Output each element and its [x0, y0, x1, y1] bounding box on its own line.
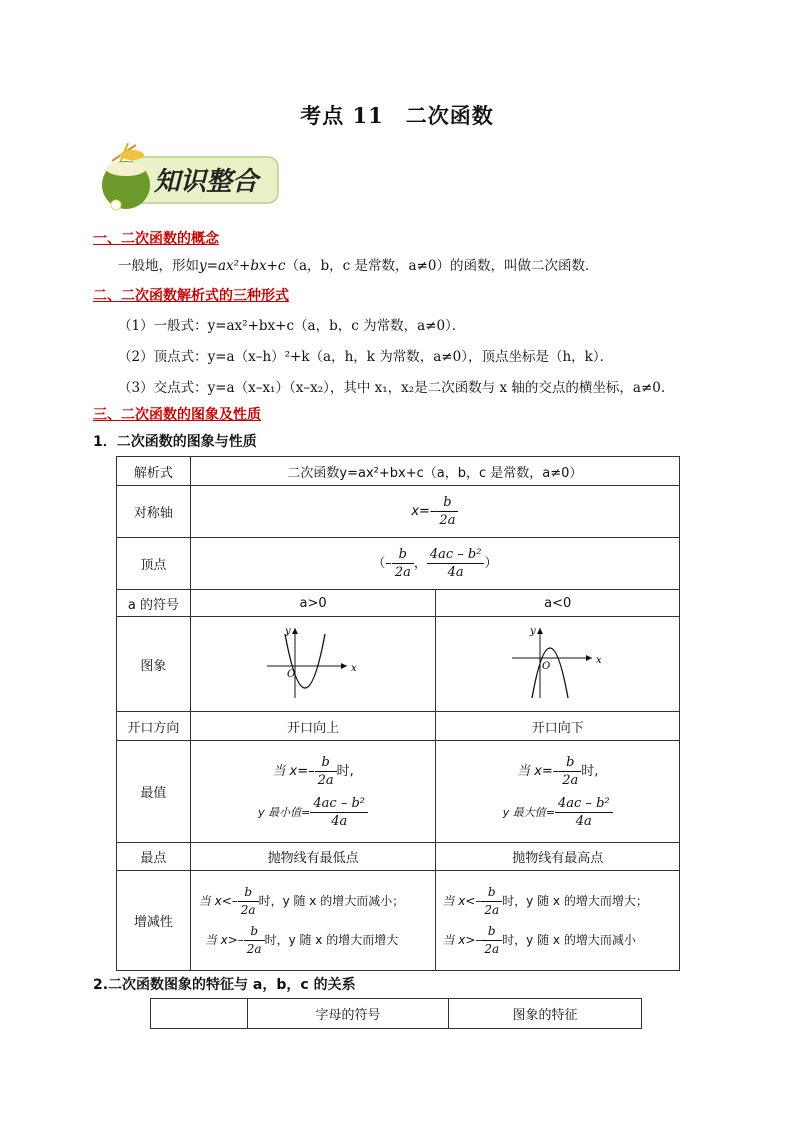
table-row: [117, 871, 680, 971]
point-high: 抛物线有最高点: [436, 843, 680, 871]
svg-text:y: y: [529, 626, 536, 637]
section1-heading: 一、二次函数的概念: [93, 231, 219, 247]
table-row: [117, 457, 680, 486]
knowledge-banner: [92, 143, 282, 215]
title-text: 二次函数: [405, 103, 494, 128]
header-blank: [151, 999, 248, 1029]
form-intercept: （3）交点式：y=a（x–x₁）（x–x₂），其中 x₁，x₂是二次函数与 x 轴的交点的横坐标，a≠0.: [118, 380, 666, 396]
section2-heading: 二、二次函数解析式的三种形式: [93, 288, 289, 304]
svg-text:x: x: [595, 655, 602, 666]
row-label: 最点: [117, 843, 191, 871]
row-label: 解析式: [117, 457, 191, 486]
svg-text:x: x: [351, 663, 357, 674]
monotonic-downward: 当 x<– $\frac{b}{2a}$ 时，y 随 x 的增大而增大； 当 x>– $\frac{b}{2a}$ 时，y 随 x 的增大而减小: [436, 871, 680, 971]
upward-parabola-graph: [263, 622, 363, 702]
subheading-2: 2.二次函数图象的特征与 a，b，c 的关系: [93, 977, 356, 993]
row-label: a 的符号: [117, 590, 191, 617]
graph-downward: [436, 617, 680, 712]
abc-relation-table: [150, 998, 642, 1029]
table-row: [117, 617, 680, 712]
section3-heading: 三、二次函数的图象及性质: [93, 407, 261, 423]
row-label: 图象: [117, 617, 191, 712]
table-row: [117, 590, 680, 617]
header-graph-feature: 图象的特征: [449, 999, 642, 1029]
table-row: [151, 999, 642, 1029]
form-vertex: （2）顶点式：y=a（x–h）²+k（a，h，k 为常数，a≠0），顶点坐标是（h，k）．: [118, 349, 614, 365]
subheading-1: 1．二次函数的图象与性质: [93, 434, 257, 450]
table-row: [117, 486, 680, 538]
page-title: [0, 100, 794, 130]
point-low: 抛物线有最低点: [190, 843, 436, 871]
row-label: 顶点: [117, 538, 191, 590]
row-label: 对称轴: [117, 486, 191, 538]
sign-negative: a<0: [436, 590, 680, 617]
form-general: （1）一般式：y=ax²+bx+c（a，b，c 为常数，a≠0）．: [118, 318, 466, 334]
banner-text: 知识整合: [154, 167, 259, 197]
table-row: [117, 843, 680, 871]
row-label: 增减性: [117, 871, 191, 971]
header-letter-sign: 字母的符号: [248, 999, 449, 1029]
row-label: 开口方向: [117, 712, 191, 741]
expr-cell: 二次函数y=ax²+bx+c（a，b，c 是常数，a≠0）: [190, 457, 679, 486]
table-row: [117, 538, 680, 590]
table-row: [117, 741, 680, 843]
table-row: [117, 712, 680, 741]
row-label: 最值: [117, 741, 191, 843]
axis-cell: x=– $\frac{b}{2a}$: [190, 486, 679, 538]
svg-text:y: y: [285, 626, 291, 637]
vertex-cell: （– $\frac{b}{2a}$ ， $\frac{\text{4ac – b²}}{4a}$ ）: [190, 538, 679, 590]
open-up: 开口向上: [190, 712, 436, 741]
extreme-min: 当 x=– $\frac{b}{2a}$ 时, y 最小值= $\frac{\text{4ac – b²}}{4a}$: [190, 741, 436, 843]
section1-paragraph: 一般地，形如y=ax²+bx+c（a，b，c 是常数，a≠0）的函数，叫做二次函数．: [118, 258, 599, 274]
svg-text:O: O: [287, 669, 296, 680]
downward-parabola-graph: [508, 622, 608, 702]
title-number: 考点 11: [300, 103, 384, 128]
sign-positive: a>0: [190, 590, 436, 617]
svg-text:O: O: [541, 661, 550, 672]
graph-upward: [190, 617, 436, 712]
monotonic-upward: 当 x<– $\frac{b}{2a}$ 时，y 随 x 的增大而减小； 当 x>– $\frac{b}{2a}$ 时，y 随 x 的增大而增大: [190, 871, 436, 971]
extreme-max: 当 x=– $\frac{b}{2a}$ 时, y 最大值= $\frac{\text{4ac – b²}}{4a}$: [436, 741, 680, 843]
properties-table: [116, 456, 680, 971]
open-down: 开口向下: [436, 712, 680, 741]
